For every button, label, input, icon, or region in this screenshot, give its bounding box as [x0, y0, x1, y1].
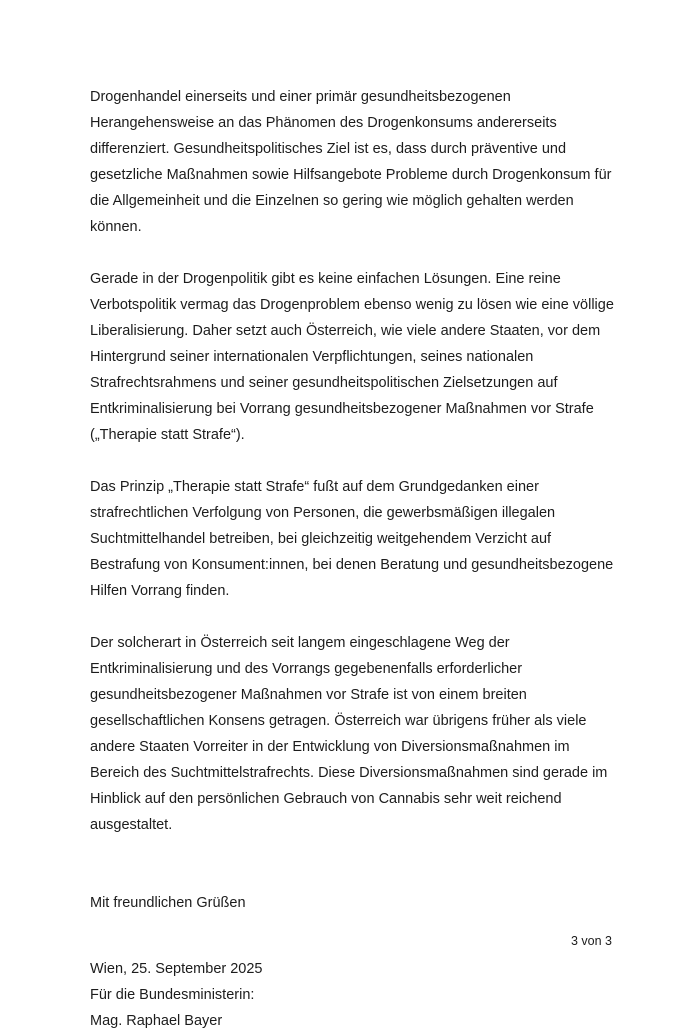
paragraph-4: Der solcherart in Österreich seit langem eingeschlagene Weg der Entkriminalisierung und des Vorrangs gegebenenfalls erforderlicher gesundheitsbezogener Maßnahmen vor Strafe ist von einem breiten gesellschaftlichen Konsens getragen. Österreich war übrigens früher als viele andere Staaten Vorreiter in der Entwicklung von Diversionsmaßnahmen im Bereich des Suchtmittelstrafrechts. Diese Diversionsmaßnahmen sind gerade im Hinblick auf den persönlichen Gebrauch von Cannabis sehr weit reichend ausgestaltet. — [90, 635, 608, 833]
signer-name: Mag. Raphael Bayer — [90, 1013, 223, 1029]
place-date-line: Wien, 25. September 2025 — [90, 961, 263, 977]
on-behalf-line: Für die Bundesministerin: — [90, 987, 255, 1003]
page-number: 3 von 3 — [570, 934, 612, 948]
closing-line: Mit freundlichen Grüßen — [90, 895, 246, 911]
signature-block — [90, 956, 614, 1034]
paragraph-1: Drogenhandel einerseits und einer primär gesundheitsbezogenen Herangehensweise an das Phänomen des Drogenkonsums andererseits differenziert. Gesundheitspolitisches Ziel ist es, dass durch präventive und gesetzliche Maßnahmen sowie Hilfsangebote Probleme durch Drogenkonsum für die Allgemeinheit und die Einzelnen so gering wie möglich gehalten werden können. — [90, 89, 612, 235]
paragraph-3: Das Prinzip „Therapie statt Strafe“ fußt auf dem Grundgedanken einer strafrechtlichen Verfolgung von Personen, die gewerbsmäßigen illegalen Suchtmittelhandel betreiben, bei gleichzeitig weitgehendem Verzicht auf Bestrafung von Konsument:innen, bei denen Beratung und gesundheitsbezogene Hilfen Vorrang finden. — [90, 479, 614, 599]
document-body — [90, 84, 614, 1034]
paragraph-2: Gerade in der Drogenpolitik gibt es keine einfachen Lösungen. Eine reine Verbotspolitik vermag das Drogenproblem ebenso wenig zu lösen wie eine völlige Liberalisierung. Daher setzt auch Österreich, wie viele andere Staaten, vor dem Hintergrund seiner internationalen Verpflichtungen, seines nationalen Strafrechtsrahmens und seiner gesundheitspolitischen Zielsetzungen auf Entkriminalisierung bei Vorrang gesundheitsbezogener Maßnahmen vor Strafe („Therapie statt Strafe“). — [90, 271, 614, 443]
signoff-block — [90, 890, 614, 1034]
